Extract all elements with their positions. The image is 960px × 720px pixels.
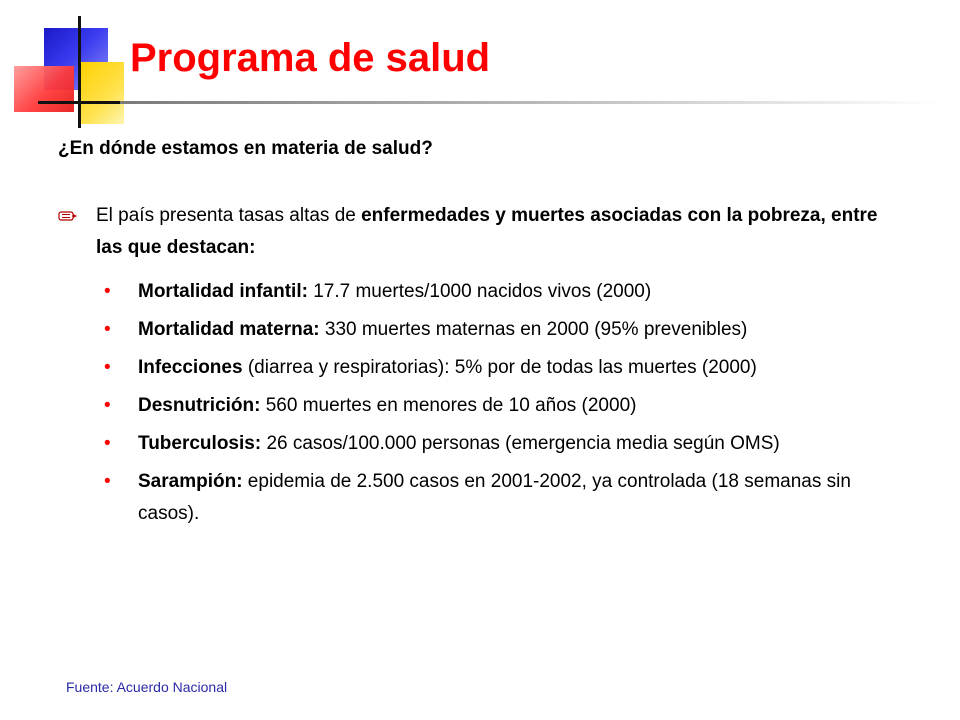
item-text: 17.7 muertes/1000 nacidos vivos (2000) xyxy=(307,281,652,302)
logo-horizontal-line xyxy=(38,101,128,104)
bullet-icon: • xyxy=(104,395,111,416)
bullet-icon: • xyxy=(104,471,111,492)
list-item xyxy=(58,428,898,460)
main-point-text: El país presenta tasas altas de xyxy=(96,205,362,226)
slide-subtitle: ¿En dónde estamos en materia de salud? xyxy=(58,138,433,159)
logo-red-square xyxy=(14,66,74,112)
bullet-icon: • xyxy=(104,319,111,340)
health-indicators-list xyxy=(58,276,898,530)
decorative-logo xyxy=(0,0,140,140)
slide-content xyxy=(58,200,898,536)
item-text: (diarrea y respiratorias): 5% por de todas las muertes (2000) xyxy=(242,357,757,378)
item-label: Desnutrición: xyxy=(138,395,261,416)
slide-title: Programa de salud xyxy=(130,36,491,80)
item-text: 330 muertes maternas en 2000 (95% prevenibles) xyxy=(319,319,748,340)
bullet-icon: • xyxy=(104,357,111,378)
list-item xyxy=(58,352,898,384)
bullet-icon: • xyxy=(104,281,111,302)
title-underline xyxy=(120,101,940,104)
list-item xyxy=(58,390,898,422)
item-label: Infecciones xyxy=(138,357,243,378)
item-text: 26 casos/100.000 personas (emergencia media según OMS) xyxy=(261,433,780,454)
logo-vertical-line xyxy=(78,16,81,128)
item-text: epidemia de 2.500 casos en 2001-2002, ya controlada (18 semanas sin casos). xyxy=(138,471,851,524)
list-item xyxy=(58,276,898,308)
item-label: Tuberculosis: xyxy=(138,433,262,454)
bullet-icon: • xyxy=(104,433,111,454)
item-label: Mortalidad infantil: xyxy=(138,281,308,302)
main-point-bold-text: enfermedades y muertes asociadas con la pobreza, entre las que destacan: xyxy=(96,205,878,258)
item-label: Mortalidad materna: xyxy=(138,319,320,340)
source-footer: Fuente: Acuerdo Nacional xyxy=(66,679,228,695)
item-label: Sarampión: xyxy=(138,471,243,492)
hand-pointer-icon xyxy=(58,209,78,223)
list-item xyxy=(58,466,898,530)
main-point xyxy=(58,200,898,264)
item-text: 560 muertes en menores de 10 años (2000) xyxy=(260,395,637,416)
list-item xyxy=(58,314,898,346)
logo-yellow-square xyxy=(80,62,124,124)
